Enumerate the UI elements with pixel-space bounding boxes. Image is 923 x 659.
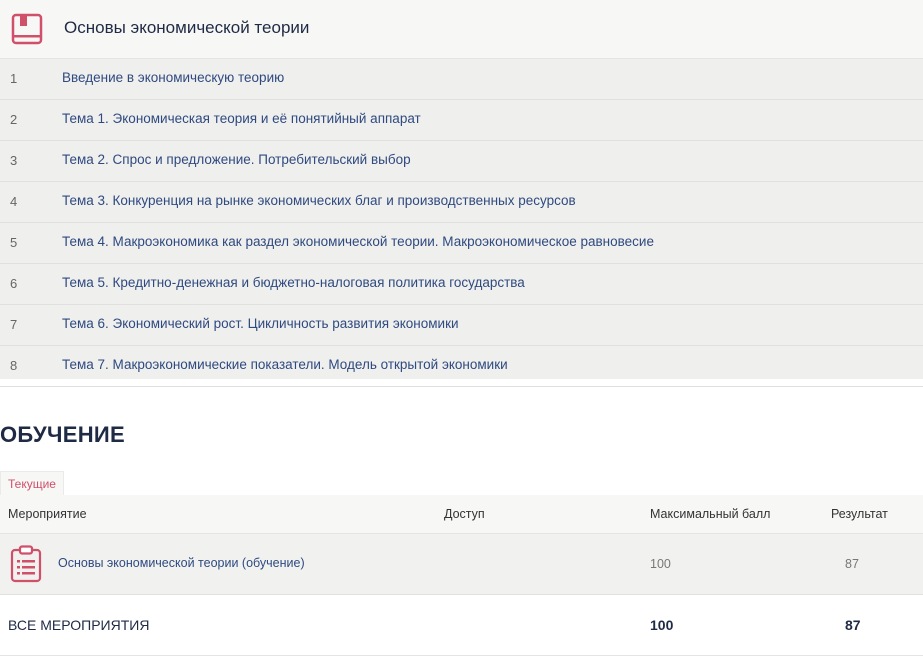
section-title: ОБУЧЕНИЕ (0, 422, 125, 447)
event-max-score: 100 (650, 557, 671, 571)
topic-number: 5 (10, 235, 18, 250)
topic-link[interactable]: Тема 7. Макроэкономические показатели. Модель открытой экономики (62, 357, 508, 372)
course-header (0, 0, 923, 59)
table-header (0, 495, 923, 534)
event-link[interactable]: Основы экономической теории (обучение) (58, 556, 305, 570)
topic-link[interactable]: Тема 1. Экономическая теория и её понятийный аппарат (62, 111, 421, 126)
topic-row (0, 141, 923, 182)
topic-row (0, 305, 923, 346)
topic-link[interactable]: Тема 5. Кредитно-денежная и бюджетно-налоговая политика государства (62, 275, 525, 290)
course-title: Основы экономической теории (64, 18, 310, 37)
event-result: 87 (845, 557, 859, 571)
total-result: 87 (845, 617, 861, 633)
topic-number: 4 (10, 194, 18, 209)
topic-link[interactable]: Введение в экономическую теорию (62, 70, 285, 85)
topic-row (0, 346, 923, 387)
topic-number: 3 (10, 153, 18, 168)
topic-number: 8 (10, 358, 18, 373)
topic-number: 2 (10, 112, 18, 127)
topic-link[interactable]: Тема 3. Конкуренция на рынке экономических благ и производственных ресурсов (62, 193, 576, 208)
topic-number: 1 (10, 71, 18, 86)
topic-row (0, 59, 923, 100)
topic-link[interactable]: Тема 2. Спрос и предложение. Потребительский выбор (62, 152, 411, 167)
column-header-access: Доступ (444, 507, 485, 521)
topic-link[interactable]: Тема 6. Экономический рост. Цикличность развития экономики (62, 316, 459, 331)
topic-link[interactable]: Тема 4. Макроэкономика как раздел экономической теории. Макроэкономическое равновесие (62, 234, 654, 249)
book-icon (10, 12, 44, 46)
total-row (0, 595, 923, 656)
topic-list (0, 59, 923, 379)
clipboard-icon (10, 545, 42, 583)
column-header-result: Результат (831, 507, 888, 521)
topic-row (0, 264, 923, 305)
topic-row (0, 223, 923, 264)
total-label: ВСЕ МЕРОПРИЯТИЯ (8, 617, 150, 633)
total-max-score: 100 (650, 617, 674, 633)
topic-row (0, 100, 923, 141)
column-header-max-score: Максимальный балл (650, 507, 771, 521)
table-row (0, 534, 923, 595)
tab-current[interactable]: Текущие (0, 471, 64, 496)
topic-number: 6 (10, 276, 18, 291)
column-header-event: Мероприятие (8, 507, 87, 521)
topic-number: 7 (10, 317, 18, 332)
topic-row (0, 182, 923, 223)
